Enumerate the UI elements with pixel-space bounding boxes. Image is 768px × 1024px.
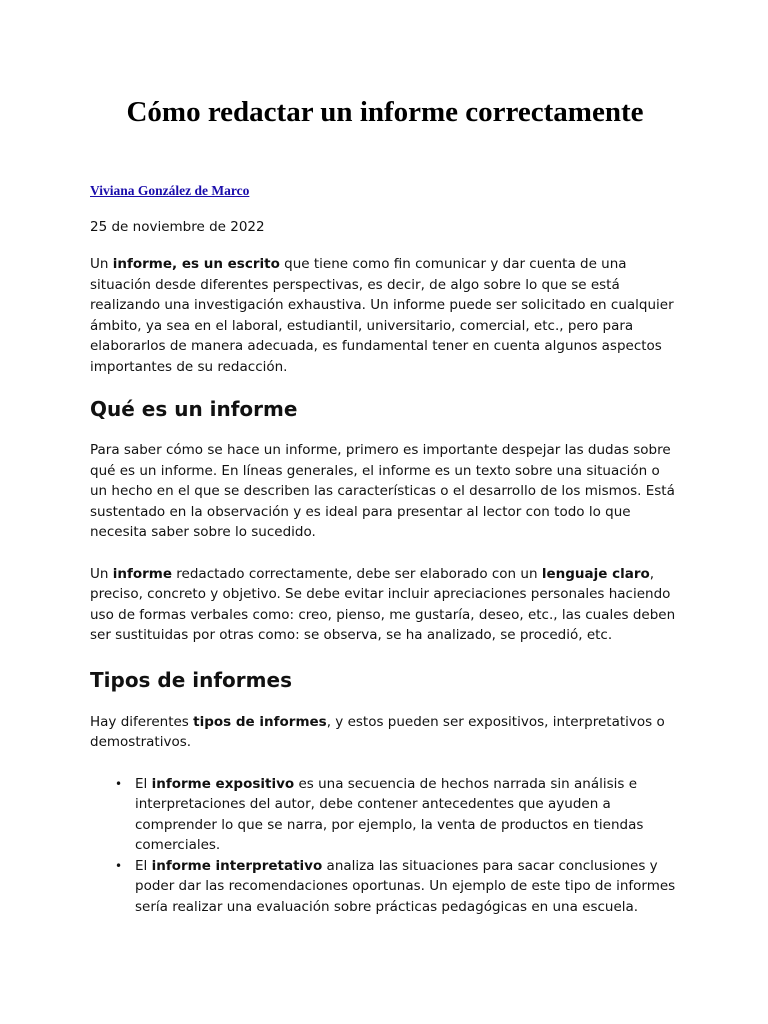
item-text-2: analiza las situaciones para sacar conclusiones y poder dar las recomendaciones oportunas. Un ejemplo de este tipo de informes sería realizar una evaluación sobre prácticas pedagógicas en una escuela.: [135, 857, 676, 915]
bullet-icon: •: [115, 858, 123, 873]
item-bold-1: informe expositivo: [151, 775, 295, 792]
item-bold-1: informe interpretativo: [151, 857, 323, 874]
list-item: [115, 774, 680, 856]
tipos-text-2: , y estos pueden ser expositivos, interpretativos o demostrativos.: [90, 713, 665, 750]
tipos-text-1: Hay diferentes: [90, 713, 194, 730]
que-paragraph-1: Para saber cómo se hace un informe, primero es importante despejar las dudas sobre qué es un informe. En líneas generales, el informe es un texto sobre una situación o un hecho en el que se describen las características o el desarrollo de los mismos. Está sustentado en la observación y es ideal para presentar al lector con todo lo que necesita saber sobre lo sucedido.: [90, 442, 675, 540]
tipos-list: [90, 753, 680, 918]
tipos-paragraph: [90, 712, 680, 753]
tipos-bold-1: tipos de informes: [193, 713, 327, 730]
intro-text-1: Un: [90, 256, 113, 272]
publish-date: 25 de noviembre de 2022: [90, 219, 265, 235]
item-text-1: El: [135, 857, 152, 874]
que-p2-text-3: , preciso, concreto y objetivo. Se debe evitar incluir apreciaciones personales haciendo uso de formas verbales como: creo, pienso, me gustaría, deseo, etc., las cuales deben ser sustituidas por otras como: se observa, se ha analizado, se procedió, etc.: [90, 565, 676, 643]
item-text-1: El: [135, 775, 152, 792]
document-title: Cómo redactar un informe correctamente: [126, 96, 644, 128]
que-paragraph-2: [90, 543, 680, 646]
heading-que-es-un-informe: Qué es un informe: [90, 397, 298, 421]
bullet-icon: •: [115, 776, 123, 791]
list-item: [115, 856, 680, 918]
que-p2-bold-1: informe: [112, 565, 173, 582]
heading-tipos-de-informes: Tipos de informes: [90, 667, 292, 692]
intro-text-2: que tiene como fin comunicar y dar cuenta de una situación desde diferentes perspectivas, es decir, de algo sobre lo que se está realizando una investigación exhaustiva. Un informe puede ser solicitado en cualquier ámbito, ya sea en el laboral, estudiantil, universitario, comercial, etc., pero para elaborarlos de manera adecuada, es fundamental tener en cuenta algunos aspectos importantes de su redacción.: [90, 256, 674, 375]
intro-paragraph: [90, 236, 680, 377]
author-line: [90, 132, 680, 200]
intro-bold-1: informe, es un escrito: [112, 256, 280, 272]
que-p2-text-2: redactado correctamente, debe ser elaborado con un: [172, 565, 542, 582]
que-p2-bold-2: lenguaje claro: [541, 565, 650, 582]
author-link[interactable]: Viviana González de Marco: [90, 183, 250, 198]
item-text-2: es una secuencia de hechos narrada sin análisis e interpretaciones del autor, debe contener antecedentes que ayuden a comprender lo que se narra, por ejemplo, la venta de productos en tiendas comerciales.: [135, 775, 644, 853]
que-p2-text-1: Un: [90, 565, 113, 582]
